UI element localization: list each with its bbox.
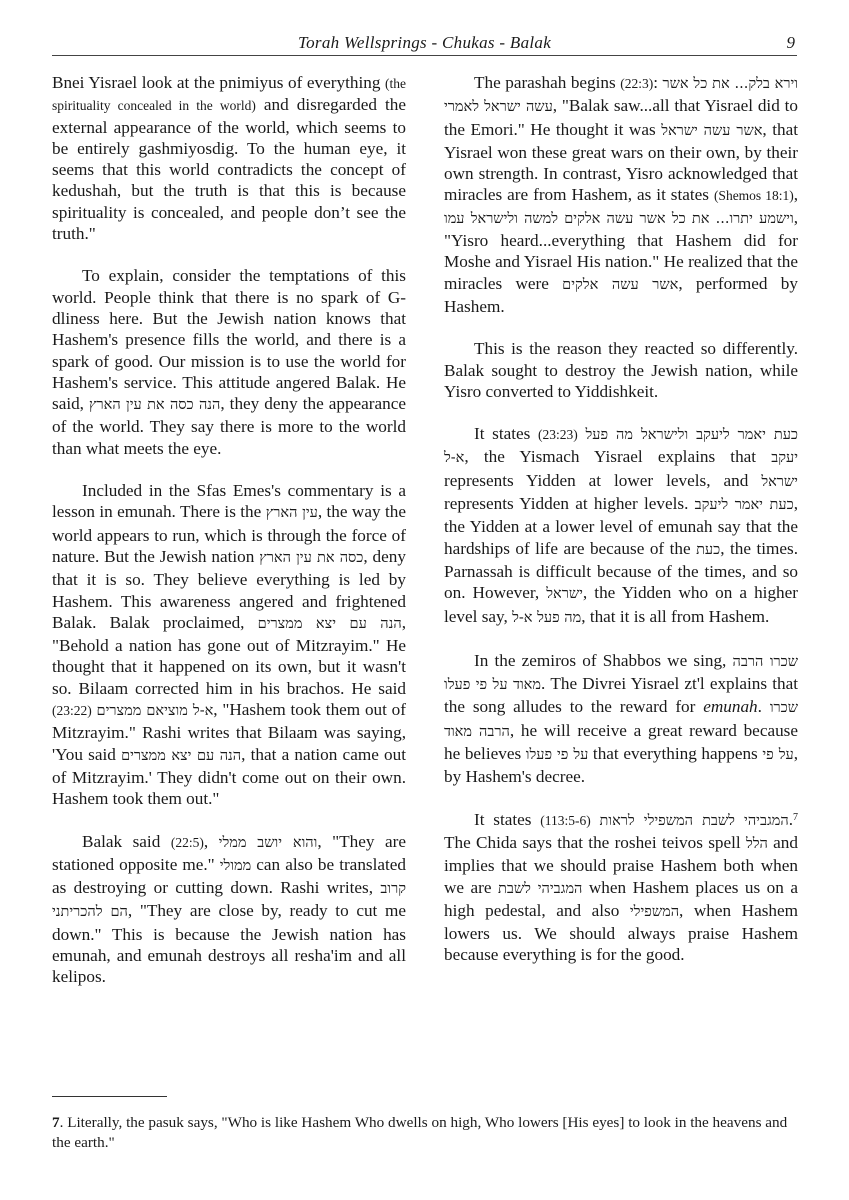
- right-column: [444, 72, 798, 987]
- footnote-text: . Literally, the pasuk says, "Who is like Hashem Who dwells on high, Who lowers [His eyes] to look in the heavens and the earth.": [52, 1114, 788, 1151]
- paragraph: In the zemiros of Shabbos we sing, שכרו הרבה מאוד על פי פעלו. The Divrei Yisrael zt'l explains that the song alludes to the reward for emunah. שכרו הרבה מאוד, he will receive a great reward because he believes על פי פעלו that everything happens על פי, by Hashem's decree.: [444, 650, 798, 787]
- paragraph: It states (23:23) כעת יאמר ליעקב ולישראל מה פעל א-ל, the Yismach Yisrael explains that יעקב represents Yidden at lower levels, and ישראל represents Yidden at higher levels. כעת יאמר ליעקב, the Yidden at a lower level of emunah say that the hardships of life are because of the כעת, the times. Parnassah is difficult because of the times, and so on. However, ישראל, the Yidden who on a higher level say, מה פעל א-ל, that it is all from Hashem.: [444, 424, 799, 626]
- running-header: [52, 33, 797, 56]
- paragraph: This is the reason they reacted so differently. Balak sought to destroy the Jewish nation, while Yisro converted to Yiddishkeit.: [444, 339, 798, 401]
- footnote-marker[interactable]: 7: [793, 811, 798, 823]
- paragraph: It states (113:5-6) המגביהי לשבת המשפילי לראות.$^7$ The Chida says that the roshei teivos spell הלל and implies that we should praise Hashem both when we are המגביהי לשבת when Hashem places us on a high pedestal, and also המשפילי, when Hashem lowers us. We should always praise Hashem because everything is for the good.: [444, 809, 798, 965]
- footnote-number: 7: [52, 1114, 60, 1131]
- paragraph: To explain, consider the temptations of this world. People think that there is no spark of G-dliness here. But the Jewish nation knows that Hashem's presence fills the world, and there is a spark of good. Our mission is to use the world for Hashem's service. This attitude angered Balak. He said, הנה כסה את עין הארץ, they deny the appearance of the world. They say there is more to the world than what meets the eye.: [52, 266, 406, 458]
- footnote: [52, 1113, 800, 1153]
- page-number: 9: [786, 33, 795, 52]
- footnote-divider: [52, 1096, 167, 1097]
- paragraph: Included in the Sfas Emes's commentary is a lesson in emunah. There is the עין הארץ, the way the world appears to run, which is through the force of nature. But the Jewish nation כסה את עין הארץ, deny that it is so. They believe everything is led by Hashem. This awareness angered and frightened Balak. Balak proclaimed, הנה עם יצא ממצרים, "Behold a nation has gone out of Mitzrayim." He thought that it happened on its own, but it wasn't so. Bilaam corrected him in his brachos. He said (23:22) א-ל מוציאם ממצרים, "Hashem took them out of Mitzrayim." Rashi writes that Bilaam was saying, 'You said הנה עם יצא ממצרים, that a nation came out of Mitzrayim.' They didn't come out on their own. Hashem took them out.": [52, 481, 406, 809]
- paragraph: Balak said (22:5), והוא יושב ממלי, "They are stationed opposite me." ממולי can also be translated as destroying or cutting down. Rashi writes, קרוב הם להכריתני, "They are close by, ready to cut me down." This is because the Jewish nation has emunah, and emunah destroys all resha'im and all kelipos.: [52, 831, 407, 987]
- left-column: [52, 72, 406, 1009]
- paragraph: Bnei Yisrael look at the pnimiyus of everything (the spirituality concealed in the world) and disregarded the external appearance of the world, which seems to be entirely gashmiyosdig. To the human eye, it seems that this world contradicts the concept of kedushah, but the truth is that this is because spirituality is concealed, and people don’t see the truth.": [52, 73, 406, 244]
- running-title: Torah Wellsprings - Chukas - Balak: [297, 33, 552, 52]
- paragraph: The parashah begins (22:3): וירא בלק... את כל אשר עשה ישראל לאמרי, "Balak saw...all that Yisrael did to the Emori." He thought it was אשר עשה ישראל, that Yisrael won these great wars on their own, by their own strength. In contrast, Yisro acknowledged that miracles are from Hashem, as it states (Shemos 18:1), וישמע יתרו... את כל אשר עשה אלקים למשה ולישראל עמו, "Yisro heard...everything that Hashem did for Moshe and Yisrael His nation." He realized that the miracles were אשר עשה אלקים, performed by Hashem.: [444, 73, 799, 316]
